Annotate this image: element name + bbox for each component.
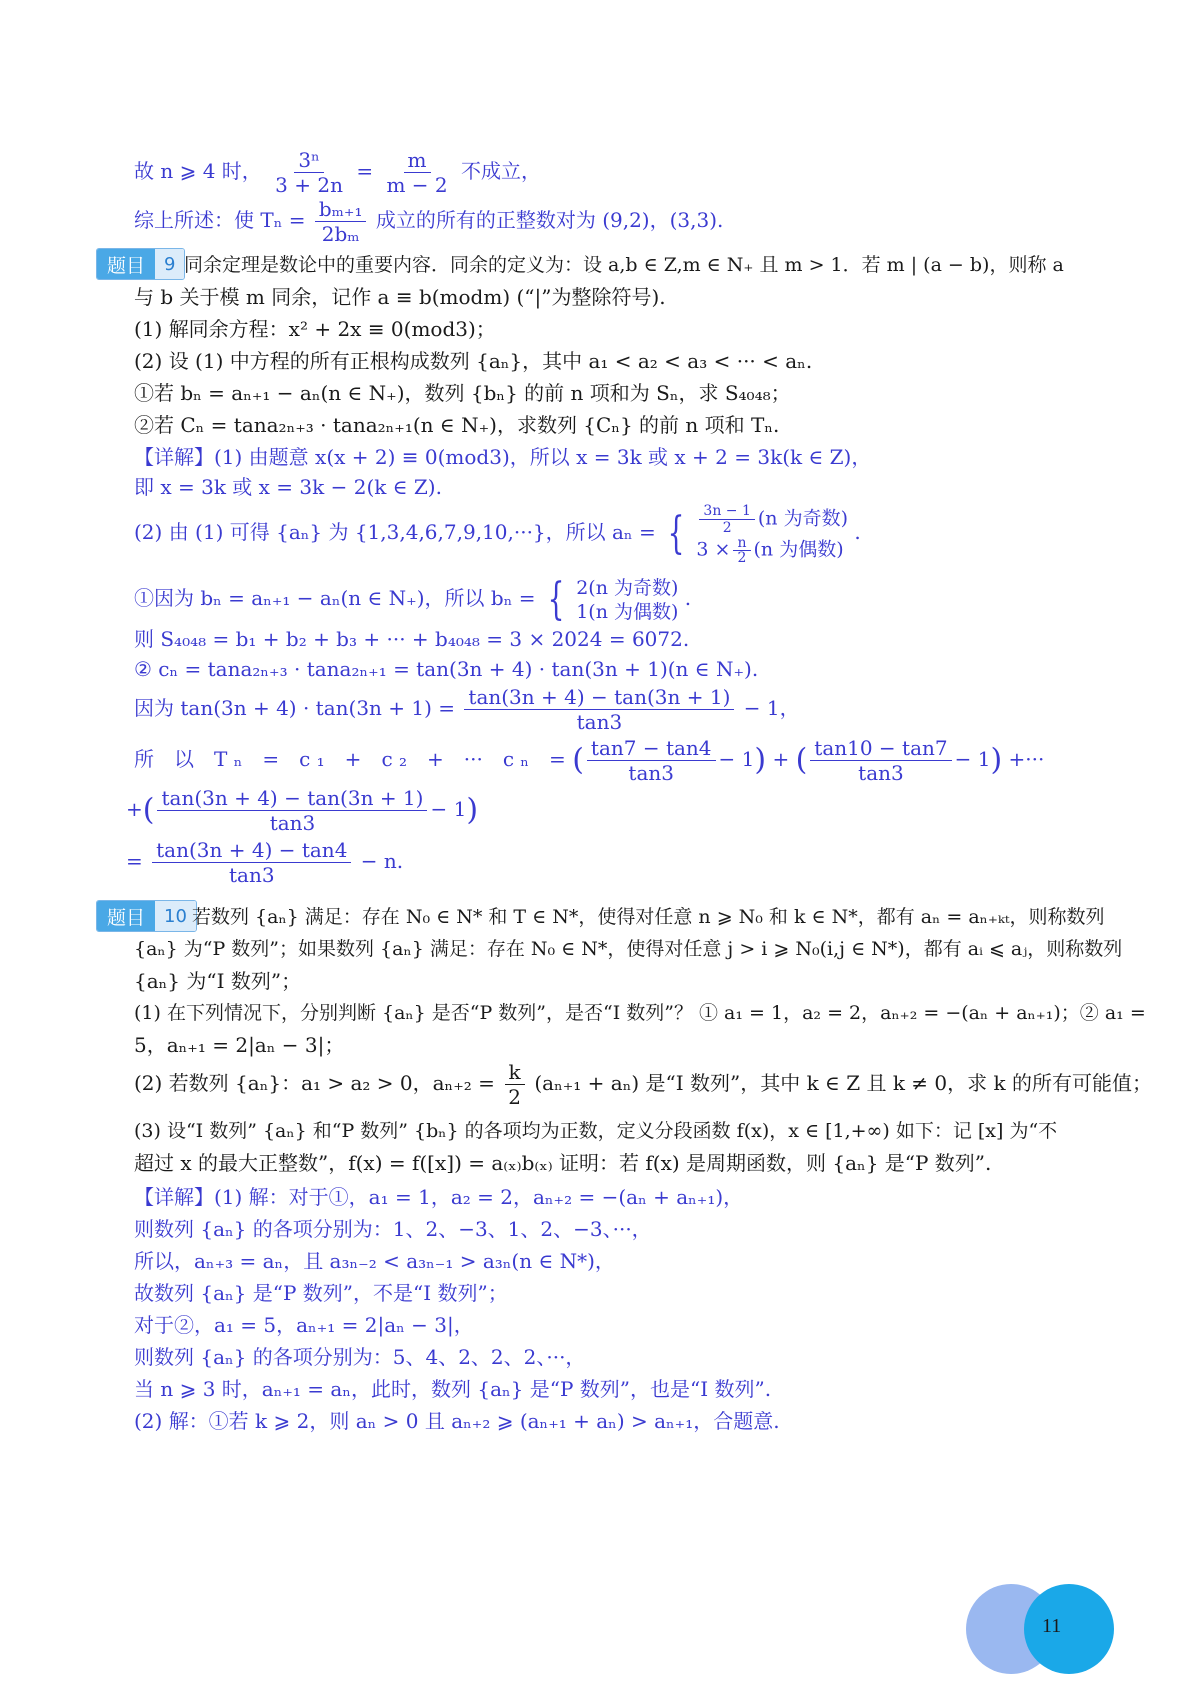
page-number: 11 xyxy=(1042,1615,1062,1637)
problem-10-q1a: (1) 在下列情况下，分别判断 {aₙ} 是否“P 数列”，是否“I 数列”？ ① a₁ = 1，a₂ = 2，aₙ₊₂ = −(aₙ + aₙ₊₁)；② a₁ = xyxy=(134,1002,1146,1024)
problem-9-q2b: ②若 Cₙ = tana₂ₙ₊₃ · tana₂ₙ₊₁(n ∈ N₊)，求数列 {Cₙ} 的前 n 项和 Tₙ. xyxy=(134,413,780,437)
problem-10-q1b: 5，aₙ₊₁ = 2|aₙ − 3|； xyxy=(134,1033,345,1057)
problem-10-q3b: 超过 x 的最大正整数”，f(x) = f([x]) = a₍ₓ₎b₍ₓ₎ 证明：若 f(x) 是周期函数，则 {aₙ} 是“P 数列”. xyxy=(134,1151,992,1175)
problem-10-solution-5: 对于②，a₁ = 5，aₙ₊₁ = 2|aₙ − 3|， xyxy=(134,1313,474,1337)
problem-9-solution-6: ② cₙ = tana₂ₙ₊₃ · tana₂ₙ₊₁ = tan(3n + 4) · tan(3n + 1)(n ∈ N₊). xyxy=(134,657,759,681)
problem-9-solution-3: (2) 由 (1) 可得 {aₙ} 为 {1,3,4,6,7,9,10,···}，所以 aₙ = { $\frac{3n - 1}{2}$ (n 为奇数) 3 × $\frac{n}{2}$ (n 为偶数) . xyxy=(134,502,861,566)
problem-9-solution-4: ①因为 bₙ = aₙ₊₁ − aₙ(n ∈ N₊)，所以 bₙ = { 2(n 为奇数) 1(n 为偶数) . xyxy=(134,573,692,625)
problem-10-stem-2: {aₙ} 为“P 数列”；如果数列 {aₙ} 满足：存在 N₀ ∈ N*，使得对任意 j > i ⩾ N₀(i,j ∈ N*)，都有 aᵢ ⩽ aⱼ，则称数列 xyxy=(134,938,1123,960)
problem-9-solution-7: 因为 tan(3n + 4) · tan(3n + 1) = $\frac{\tan(3n + 4) - \tan(3n + 1)}{\tan 3}$ − 1， xyxy=(134,685,800,734)
problem-10-q3a: (3) 设“I 数列” {aₙ} 和“P 数列” {bₙ} 的各项均为正数，定义分段函数 f(x)，x ∈ [1,+∞) 如下：记 [x] 为“不 xyxy=(134,1120,1058,1142)
problem-9-q1: (1) 解同余方程：x² + 2x ≡ 0(mod3)； xyxy=(134,317,496,341)
problem-9-solution-1: 【详解】(1) 由题意 x(x + 2) ≡ 0(mod3)，所以 x = 3k 或 x + 2 = 3k(k ∈ Z)， xyxy=(134,445,872,469)
problem-9-badge: 题目 9 xyxy=(96,248,185,280)
problem-9-q2: (2) 设 (1) 中方程的所有正根构成数列 {aₙ}，其中 a₁ < a₂ < a₃ < ··· < aₙ. xyxy=(134,349,813,373)
problem-9-stem-1: 同余定理是数论中的重要内容．同余的定义为：设 a,b ∈ Z,m ∈ N₊ 且 m > 1．若 m | (a − b)，则称 a xyxy=(184,254,1064,276)
continuation-line-1: 故 n ⩾ 4 时， $\frac{\text{3ⁿ}}{3 + 2n}$ = $\frac{m}{m - 2}$ 不成立， xyxy=(134,148,541,197)
problem-10-solution-1: 【详解】(1) 解：对于①，a₁ = 1，a₂ = 2，aₙ₊₂ = −(aₙ + aₙ₊₁)， xyxy=(134,1185,744,1209)
problem-10-solution-4: 故数列 {aₙ} 是“P 数列”，不是“I 数列”； xyxy=(134,1281,508,1305)
problem-10-stem-1: 若数列 {aₙ} 满足：存在 N₀ ∈ N* 和 T ∈ N*，使得对任意 n ⩾ N₀ 和 k ∈ N*，都有 aₙ = aₙ₊ₖₜ，则称数列 xyxy=(192,906,1105,928)
problem-10-solution-7: 当 n ⩾ 3 时，aₙ₊₁ = aₙ，此时，数列 {aₙ} 是“P 数列”，也是“I 数列”. xyxy=(134,1377,772,1401)
problem-10-solution-3: 所以，aₙ₊₃ = aₙ，且 a₃ₙ₋₂ < a₃ₙ₋₁ > a₃ₙ(n ∈ N*)， xyxy=(134,1249,615,1273)
problem-10-solution-8: (2) 解：①若 k ⩾ 2，则 aₙ > 0 且 aₙ₊₂ ⩾ (aₙ₊₁ + aₙ) > aₙ₊₁，合题意. xyxy=(134,1409,780,1433)
problem-9-solution-5: 则 S₄₀₄₈ = b₁ + b₂ + b₃ + ··· + b₄₀₄₈ = 3 × 2024 = 6072. xyxy=(134,627,690,651)
problem-10-solution-6: 则数列 {aₙ} 的各项分别为：5、4、2、2、2、···， xyxy=(134,1345,586,1369)
page-number-circle-right xyxy=(1024,1584,1114,1674)
problem-9-solution-2: 即 x = 3k 或 x = 3k − 2(k ∈ Z). xyxy=(134,475,442,499)
continuation-line-2: 综上所述：使 Tₙ = $\frac{\text{bₘ₊₁}}{\text{2bₘ}}$ 成立的所有的正整数对为 (9,2)，(3,3). xyxy=(134,197,724,246)
problem-9-solution-10: = $\frac{\tan(3n + 4) - \tan 4}{\tan 3}$ − n. xyxy=(126,838,404,887)
problem-9-q2a: ①若 bₙ = aₙ₊₁ − aₙ(n ∈ N₊)，数列 {bₙ} 的前 n 项和为 Sₙ，求 S₄₀₄₈； xyxy=(134,381,791,405)
problem-10-stem-3: {aₙ} 为“I 数列”； xyxy=(134,969,302,993)
problem-9-solution-8: 所 以 T ₙ = c ₁ + c ₂ + ··· c ₙ = ( $\frac{\tan 7 - \tan 4}{\tan 3}$ − 1) + ( $\frac{\tan 10 - \tan 7}{\tan 3}$ − 1) +··· xyxy=(134,736,1045,785)
problem-9-stem-2: 与 b 关于模 m 同余，记作 a ≡ b(modm) (“|”为整除符号). xyxy=(134,285,666,309)
problem-10-badge: 题目 10 xyxy=(96,900,197,932)
problem-10-q2: (2) 若数列 {aₙ}：a₁ > a₂ > 0，aₙ₊₂ = $\frac{k}{2}$ (aₙ₊₁ + aₙ) 是“I 数列”，其中 k ∈ Z 且 k ≠ 0，求 k 的所有可能值； xyxy=(134,1060,1152,1109)
problem-9-solution-9: +( $\frac{\tan(3n + 4) - \tan(3n + 1)}{\tan 3}$ − 1) xyxy=(126,786,479,835)
problem-10-solution-2: 则数列 {aₙ} 的各项分别为：1、2、−3、1、2、−3、···， xyxy=(134,1217,652,1241)
